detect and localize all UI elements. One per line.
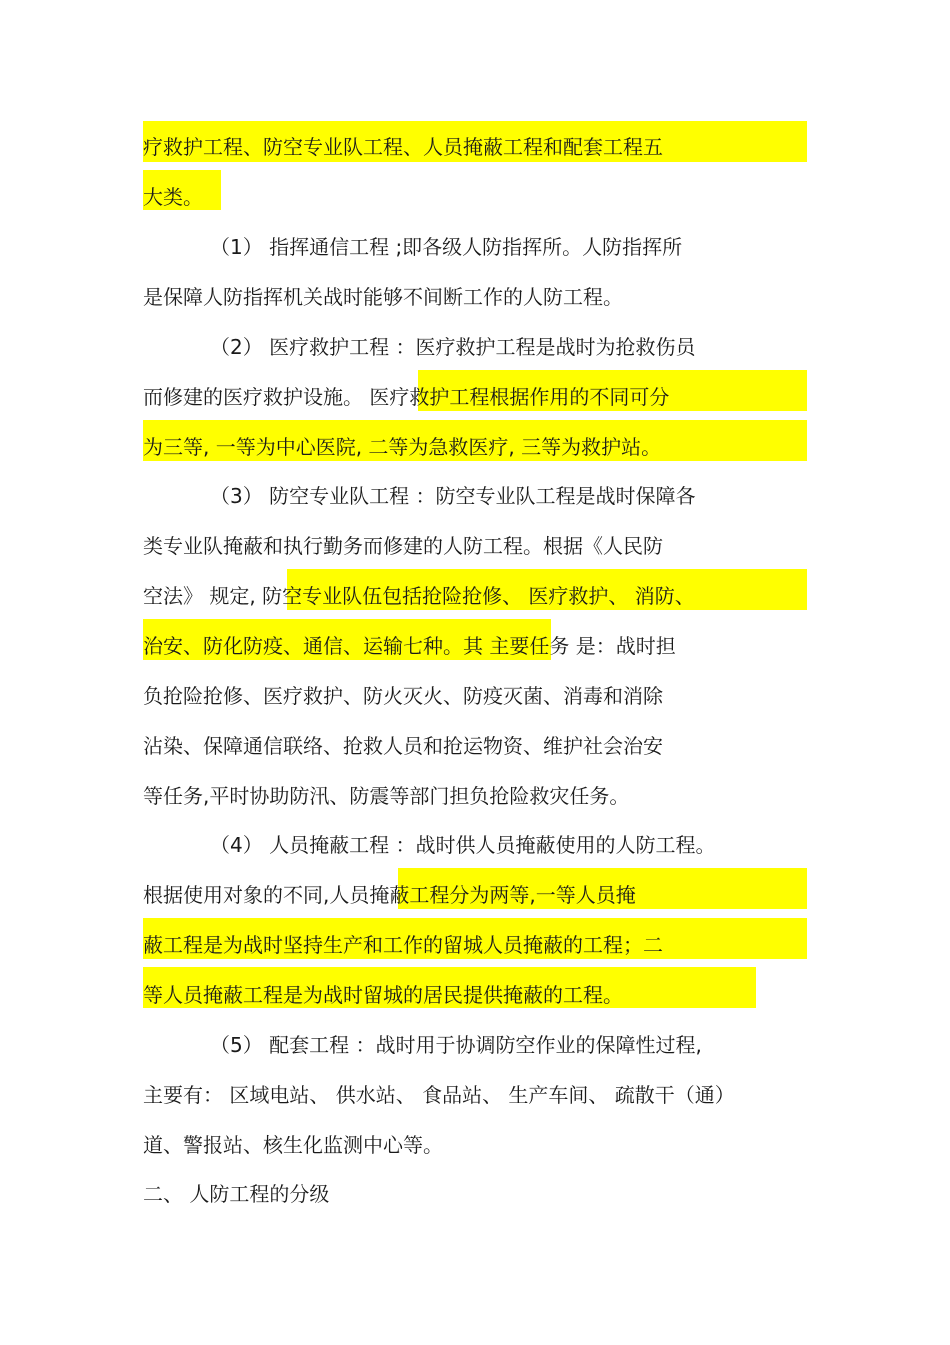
text-line: （3） 防空专业队工程 ：防空专业队工程是战时保障各 xyxy=(210,484,696,508)
text-line: 等人员掩蔽工程是为战时留城的居民提供掩蔽的工程。 xyxy=(143,983,623,1007)
text-line: 大类。 xyxy=(143,185,203,209)
text-line: （1） 指挥通信工程 ;即各级人防指挥所。人防指挥所 xyxy=(210,235,683,259)
text-line: 主要有： 区域电站、 供水站、 食品站、 生产车间、 疏散干（通） xyxy=(143,1083,735,1107)
text-line: 等任务,平时协助防汛、防震等部门担负抢险救灾任务。 xyxy=(143,784,630,808)
text-line: 而修建的医疗救护设施。 医疗救护工程根据作用的不同可分 xyxy=(143,385,670,409)
text-line: 类专业队掩蔽和执行勤务而修建的人防工程。根据《人民防 xyxy=(143,534,663,558)
text-line: 蔽工程是为战时坚持生产和工作的留城人员掩蔽的工程；二 xyxy=(143,933,663,957)
text-line: 为三等, 一等为中心医院, 二等为急救医疗, 三等为救护站。 xyxy=(143,435,662,459)
text-line: 是保障人防指挥机关战时能够不间断工作的人防工程。 xyxy=(143,285,623,309)
text-line: （2） 医疗救护工程 ：医疗救护工程是战时为抢救伤员 xyxy=(210,335,696,359)
text-line: 负抢险抢修、医疗救护、防火灭火、防疫灭菌、消毒和消除 xyxy=(143,684,663,708)
text-line: 根据使用对象的不同,人员掩蔽工程分为两等,一等人员掩 xyxy=(143,883,636,907)
text-line: 疗救护工程、防空专业队工程、人员掩蔽工程和配套工程五 xyxy=(143,135,663,159)
section-heading: 二、 人防工程的分级 xyxy=(143,1182,330,1206)
text-line: 空法》 规定, 防空专业队伍包括抢险抢修、 医疗救护、 消防、 xyxy=(143,584,695,608)
text-line: （4） 人员掩蔽工程 ：战时供人员掩蔽使用的人防工程。 xyxy=(210,833,716,857)
text-line: 沾染、保障通信联络、抢救人员和抢运物资、维护社会治安 xyxy=(143,734,663,758)
text-line: 道、警报站、核生化监测中心等。 xyxy=(143,1133,443,1157)
text-line: 治安、防化防疫、通信、运输七种。其 主要任务 是：战时担 xyxy=(143,634,676,658)
text-line: （5） 配套工程 ：战时用于协调防空作业的保障性过程, xyxy=(210,1033,702,1057)
